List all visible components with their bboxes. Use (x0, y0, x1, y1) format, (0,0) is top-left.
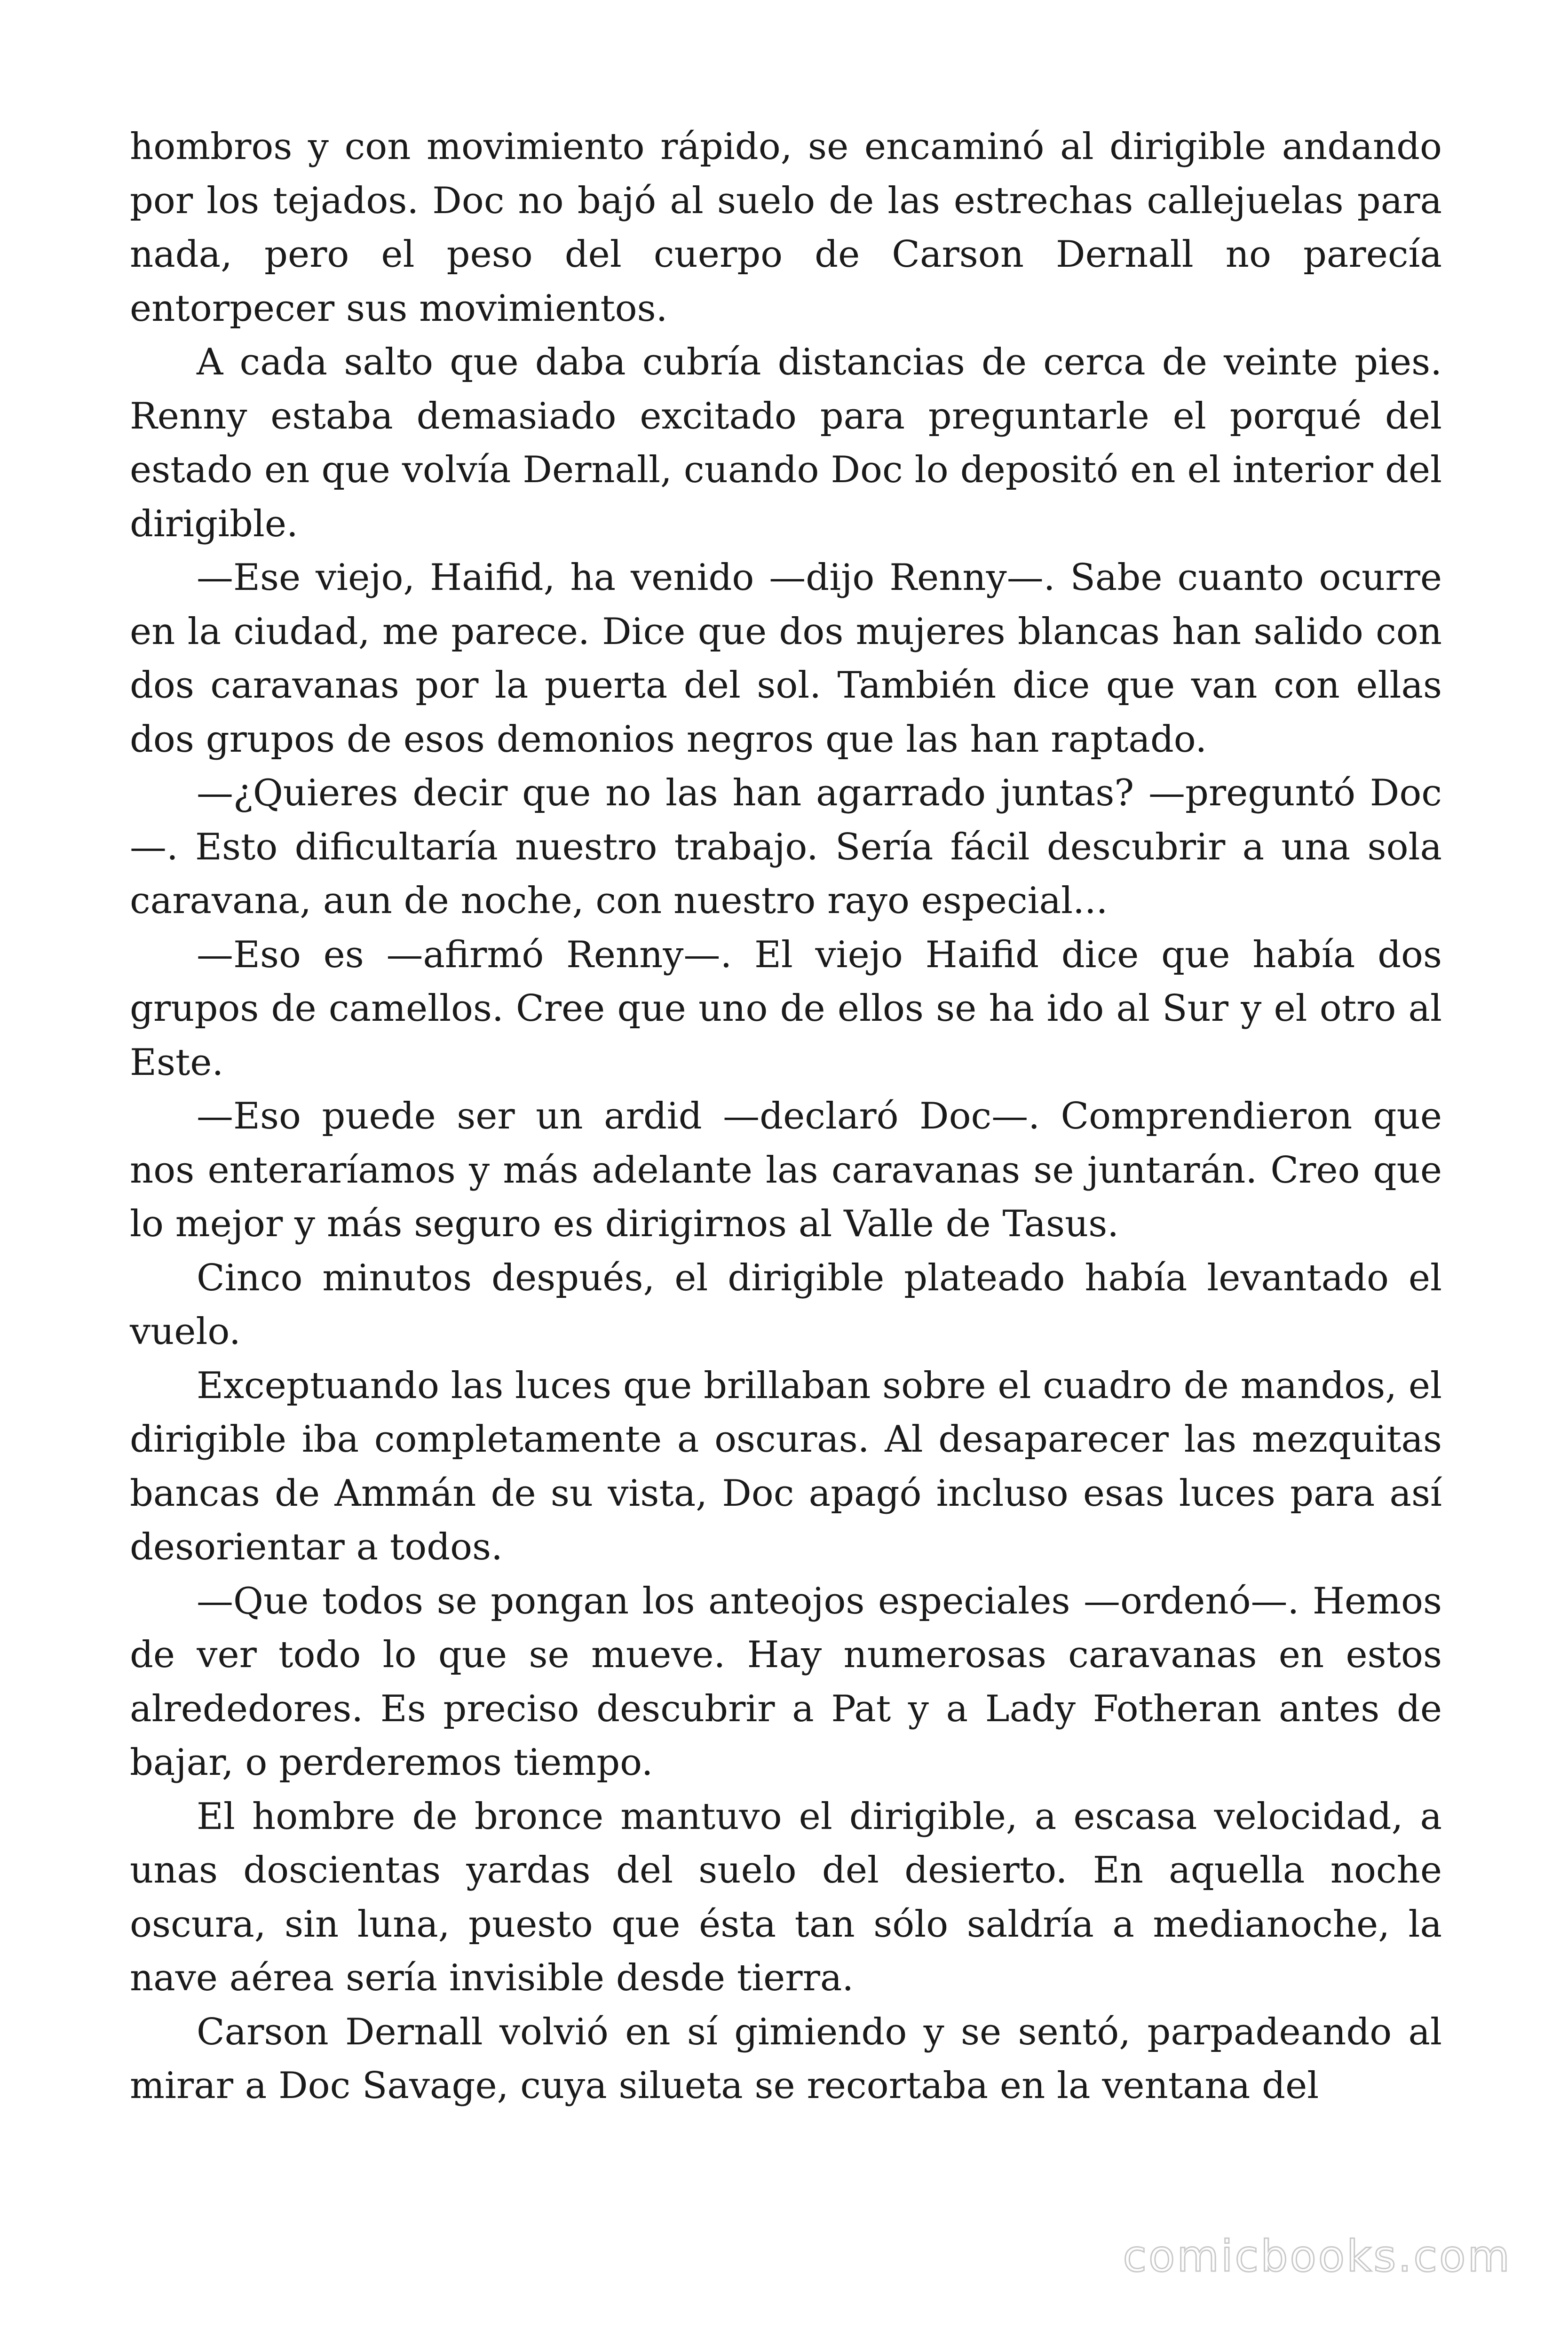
paragraph: —Que todos se pongan los anteojos especiales —ordenó—. Hemos de ver todo lo que se mueve. Hay numerosas caravanas en estos alrededores. Es preciso descubrir a Pat y a Lady Fotheran antes de bajar, o perderemos tiempo. (130, 1580, 1442, 1784)
paragraph: El hombre de bronce mantuvo el dirigible, a escasa velocidad, a unas doscientas yardas del suelo del desierto. En aquella noche oscura, sin luna, puesto que ésta tan sólo saldría a medianoche, la nave aérea sería invisible desde tierra. (130, 1795, 1442, 1999)
page-body (130, 120, 1442, 2113)
paragraph: —Ese viejo, Haifid, ha venido —dijo Renny—. Sabe cuanto ocurre en la ciudad, me parece. Dice que dos mujeres blancas han salido con dos caravanas por la puerta del sol. También dice que van con ellas dos grupos de esos demonios negros que las han raptado. (130, 556, 1442, 761)
paragraph: hombros y con movimiento rápido, se encaminó al dirigible andando por los tejados. Doc no bajó al suelo de las estrechas callejuelas para nada, pero el peso del cuerpo de Carson Dernall no parecía entorpecer sus movimientos. (130, 126, 1442, 330)
paragraph: —Eso puede ser un ardid —declaró Doc—. Comprendieron que nos enteraríamos y más adelante las caravanas se juntarán. Creo que lo mejor y más seguro es dirigirnos al Valle de Tasus. (130, 1095, 1442, 1245)
watermark: comicbooks.com (1123, 2231, 1512, 2281)
paragraph: —Eso es —afirmó Renny—. El viejo Haifid dice que había dos grupos de camellos. Cree que uno de ellos se ha ido al Sur y el otro al Este. (130, 933, 1442, 1084)
paragraph: A cada salto que daba cubría distancias de cerca de veinte pies. Renny estaba demasiado excitado para preguntarle el porqué del estado en que volvía Dernall, cuando Doc lo depositó en el interior del dirigible. (130, 341, 1442, 545)
paragraph: Cinco minutos después, el dirigible plateado había levantado el vuelo. (130, 1256, 1442, 1353)
paragraph: Exceptuando las luces que brillaban sobre el cuadro de mandos, el dirigible iba completamente a oscuras. Al desaparecer las mezquitas bancas de Ammán de su vista, Doc apagó incluso esas luces para así desorientar a todos. (130, 1364, 1442, 1568)
paragraph: Carson Dernall volvió en sí gimiendo y se sentó, parpadeando al mirar a Doc Savage, cuya silueta se recortaba en la ventana del (130, 2010, 1442, 2107)
paragraph: —¿Quieres decir que no las han agarrado juntas? —preguntó Doc—. Esto dificultaría nuestro trabajo. Sería fácil descubrir a una sola caravana, aun de noche, con nuestro rayo especial... (130, 772, 1442, 922)
